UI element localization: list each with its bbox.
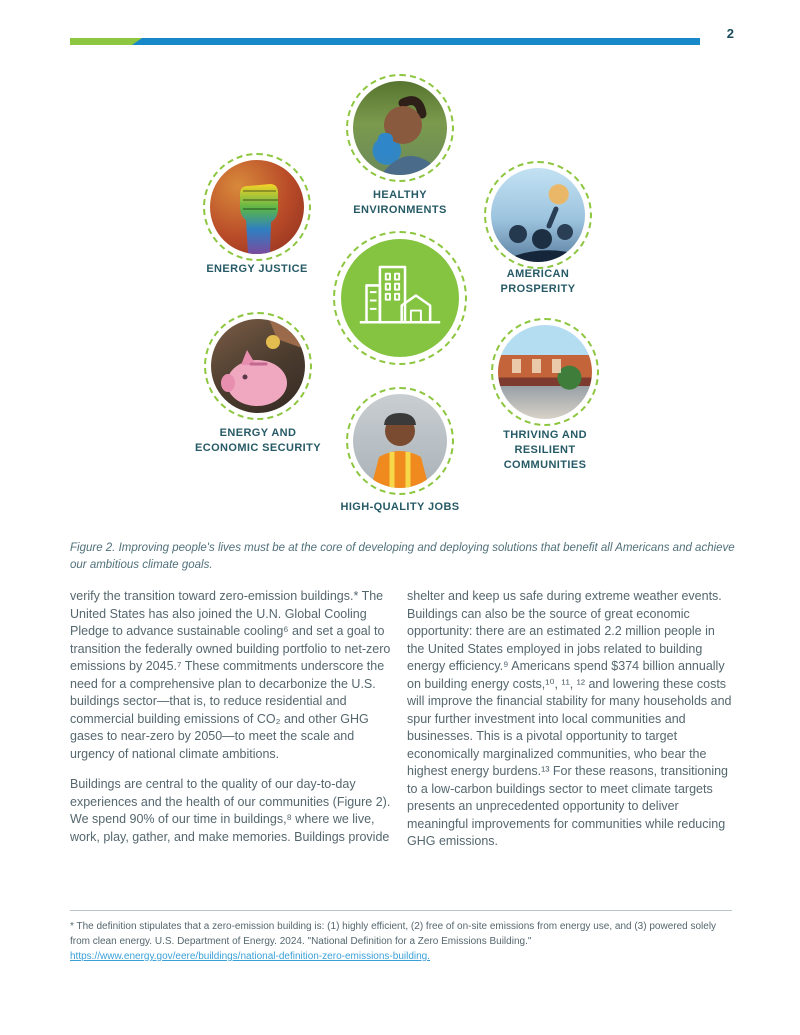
dashed-ring [204,312,312,420]
hub-ring [333,231,467,365]
figure-node-high-quality-jobs [346,387,454,495]
figure-node-label: ENERGY JUSTICE [206,263,308,275]
body-paragraph: shelter and keep us safe during extreme weather events. Buildings can also be the source of great economic opportunity: there are an estimated 2.2 million people in the United States employed in jobs related to building energy efficiency.⁹ Americans spend $374 billion annually on building energy costs,¹⁰, ¹¹, ¹² and lowering these costs will improve the financial stability for many households and spur further investment into local communities and businesses. This is a pivotal opportunity to target economically marginalized communities, who bear the highest energy burdens.¹³ For these reasons, transitioning to a low-carbon buildings sector to meet climate targets presents an unprecedented opportunity to deliver meaningful improvements for communities while reducing GHG emissions. [407,589,732,848]
figure-node-label: AMERICAN PROSPERITY [500,268,576,295]
dashed-ring [203,153,311,261]
figure-node-energy-justice [203,153,311,261]
worker-icon [353,394,447,488]
buildings-icon [358,262,442,334]
footnote-link[interactable]: https://www.energy.gov/eere/buildings/national-definition-zero-emissions-building. [70,951,431,962]
page-number: 2 [726,26,734,41]
footnote [70,910,732,964]
dashed-ring [346,74,454,182]
figure-node-american-prosperity [484,161,592,269]
thriving-communities-photo [498,325,592,419]
energy-economic-security-photo [211,319,305,413]
figure-node-label: HIGH-QUALITY JOBS [340,501,460,513]
body-paragraph: Buildings are central to the quality of our day-to-day experiences and the health of our communities (Figure 2). We spend 90% of our time in buildings,⁸ where we live, work, play, gather, and make memories. Buildings provide [70,777,391,844]
figure-caption: Figure 2. Improving people's lives must be at the core of developing and deploying solutions that benefit all Americans and achieve our ambitious climate goals. [70,542,735,572]
figure-node-label: ENERGY AND ECONOMIC SECURITY [195,427,321,454]
figure-node-label: THRIVING AND RESILIENT COMMUNITIES [503,429,587,471]
piggy-bank-icon [211,319,305,413]
figure-node-healthy-environments [346,74,454,182]
high-quality-jobs-photo [353,394,447,488]
dashed-ring [484,161,592,269]
american-prosperity-photo [491,168,585,262]
energy-justice-photo [210,160,304,254]
street-buildings-icon [498,325,592,419]
figure-node-thriving-resilient-communities [491,318,599,426]
dashed-ring [346,387,454,495]
figure-node-label: HEALTHY ENVIRONMENTS [353,189,447,216]
raised-fist-icon [210,160,304,254]
body-column-left [70,588,394,859]
crowd-icon [491,168,585,262]
child-inhaler-icon [353,81,447,175]
body-column-right [407,588,735,864]
dashed-ring [491,318,599,426]
healthy-environments-photo [353,81,447,175]
body-paragraph: verify the transition toward zero-emission buildings.* The United States has also joined the U.N. Global Cooling Pledge to advance sustainable cooling⁶ and set a goal to transition the federally owned building portfolio to net-zero emissions by 2045.⁷ These commitments underscore the need for a comprehensive plan to decarbonize the U.S. buildings sector—that is, to reduce residential and commercial building emissions of CO₂ and other GHG gases to near-zero by 2050—to meet the scale and urgency of national climate ambitions. [70,589,391,761]
hub-circle [341,239,459,357]
figure-node-energy-economic-security [204,312,312,420]
footnote-text: * The definition stipulates that a zero-emission building is: (1) highly efficient, (2) free of on-site emissions from energy use, and (3) powered solely from clean energy. U.S. Department of Energy. 2024. "National Definition for a Zero Emissions Building." [70,921,717,947]
